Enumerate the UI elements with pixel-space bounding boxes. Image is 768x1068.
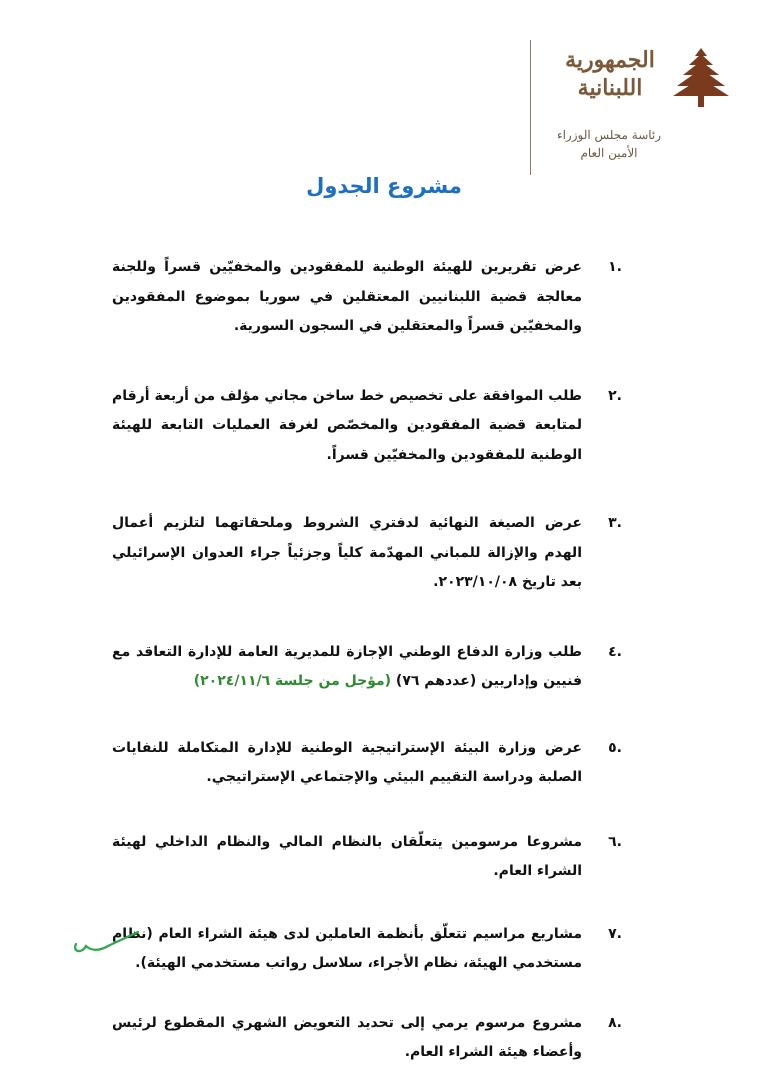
letterhead-title xyxy=(550,46,670,102)
postponed-note: (مؤجل من جلسة ٢٠٢٤/١١/٦) xyxy=(193,673,392,689)
item-text: طلب الموافقة على تخصيص خط ساخن مجاني مؤلف من أربعة أرقام لمتابعة قضية المفقودين والمخصّص لغرفة العمليات التابعة للهيئة الوطنية للمفقودين والمخفيّين قسراً. xyxy=(112,387,582,463)
agenda-item-7 xyxy=(112,920,622,979)
signature-mark xyxy=(70,928,142,956)
item-text: مشروع مرسوم يرمي إلى تحديد التعويض الشهري المقطوع لرئيس وأعضاء هيئة الشراء العام. xyxy=(112,1014,582,1060)
item-number: .٥ xyxy=(608,739,622,756)
item-text: طلب وزارة الدفاع الوطني الإجازة للمديرية العامة للإدارة التعاقد مع فنيين وإداريين (عددهم ٧٦) xyxy=(112,643,582,689)
document-title: مشروع الجدول xyxy=(306,174,462,198)
letterhead-title-line1: الجمهورية xyxy=(565,47,655,73)
item-number: .٦ xyxy=(608,833,622,850)
item-text: عرض الصيغة النهائية لدفتري الشروط وملحقاتهما لتلزيم أعمال الهدم والإزالة للمباني المهدّمة كلياً وجزئياً جراء العدوان الإسرائيلي بعد تاريخ ٢٠٢٣/١٠/٠٨. xyxy=(112,515,582,590)
agenda-item-6 xyxy=(112,828,622,887)
item-text: مشاريع مراسيم تتعلّق بأنظمة العاملين لدى هيئة الشراء العام (نظام مستخدمي الهيئة، نظام الأجراء، سلاسل رواتب مستخدمي الهيئة). xyxy=(112,925,582,971)
agenda-item-1 xyxy=(112,253,622,342)
agenda-item-5 xyxy=(112,734,622,793)
letterhead-title-line2: اللبنانية xyxy=(577,75,643,101)
agenda-item-3 xyxy=(112,509,622,598)
letterhead-divider xyxy=(530,40,531,175)
agenda-item-8 xyxy=(112,1009,622,1068)
item-text: عرض تقريرين للهيئة الوطنية للمفقودين والمخفيّين قسراً وللجنة معالجة قضية اللبنانيين المعتقلين في سوريا بموضوع المفقودين والمخفيّين قسراً والمعتقلين في السجون السورية. xyxy=(112,259,582,334)
item-number: .١ xyxy=(608,259,622,275)
item-text: مشروعا مرسومين يتعلّقان بالنظام المالي والنظام الداخلي لهيئة الشراء العام. xyxy=(112,833,582,879)
item-number: .٤ xyxy=(608,643,622,660)
cedar-icon xyxy=(672,46,730,108)
item-number: .٨ xyxy=(608,1014,622,1031)
letterhead-subtitle-line1: رئاسة مجلس الوزراء xyxy=(556,128,662,142)
letterhead-subtitle-line2: الأمين العام xyxy=(580,146,638,160)
letterhead-subtitle xyxy=(544,126,674,162)
item-number: .٢ xyxy=(608,387,622,404)
item-number: .٣ xyxy=(608,515,622,531)
agenda-list xyxy=(112,253,622,1068)
item-text: عرض وزارة البيئة الإستراتيجية الوطنية للإدارة المتكاملة للنفايات الصلبة ودراسة التقييم البيئي والإجتماعي الإستراتيجي. xyxy=(112,739,582,785)
letterhead xyxy=(530,40,730,175)
item-number: .٧ xyxy=(608,925,622,942)
agenda-item-4 xyxy=(112,638,622,697)
agenda-item-2 xyxy=(112,382,622,471)
